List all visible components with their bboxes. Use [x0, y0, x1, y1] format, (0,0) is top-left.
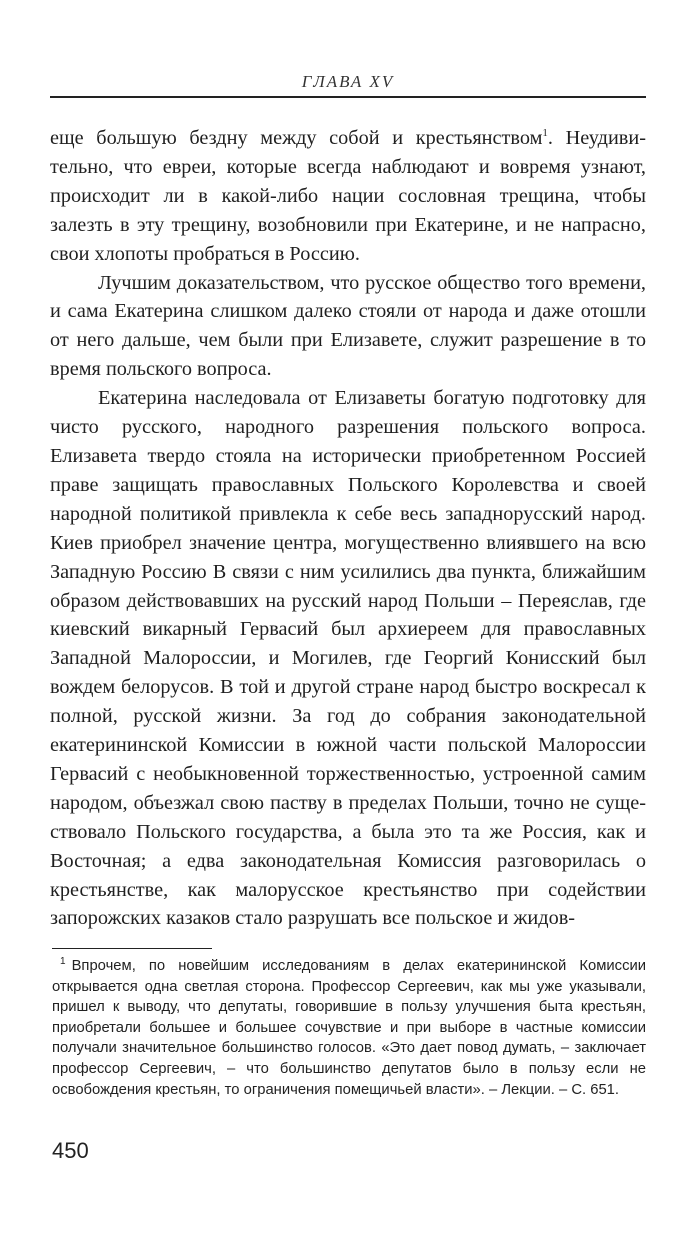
- footnote-marker: 1: [60, 956, 66, 968]
- footnote-reference[interactable]: 1: [542, 127, 548, 140]
- paragraph-1: [50, 124, 646, 269]
- footnote: [52, 956, 646, 1100]
- paragraph-1-start: еще большую бездну между собой и крестьянством: [50, 127, 543, 149]
- page-number: 450: [52, 1138, 89, 1163]
- paragraph-3: Екатерина наследовала от Елизаветы богатую подготовку для чисто русского, народного разрешения польского вопроса. Елизавета твердо стояла на исторически приобретенном Россией праве защищать православных Польского Королевства и своей народной политикой привлекла к себе весь западнорусский народ. Киев приобрел значение центра, могущественно влиявшего на всю Западную Россию В связи с ним усилились два пункта, ближайшим образом действовавших на русский народ Польши – Переяслав, где киевский викарный Гервасий был архиереем для православных Западной Малороссии, и Могилев, где Георгий Конисский был вождем белорусов. В той и другой стране народ быстро воскресал к полной, русской жизни. За год до собрания законодательной екатерининской Комиссии в южной части польской Малороссии Гервасий с необыкновенной торжественностью, устроенной самим народом, объезжал свою паству в пределах Польши, точно не существовало Польского государства, а была это та же Россия, как и Восточная; а едва законодательная Комиссия разговорилась о крестьянстве, как малорусское крестьянство при содействии запорожских казаков стало разрушать все польское и жидов-: [50, 387, 646, 930]
- main-text: [50, 124, 646, 933]
- footnote-text: Впрочем, по новейшим исследованиям в делах екатерининской Комиссии открывается одна светлая сторона. Профессор Сергеевич, как мы уже указывали, пришел к выводу, что депутаты, говорившие в пользу улучшения быта крестьян, приобретали большее и большее сочувствие и при выборе в частные комиссии получали значительное большинство голосов. «Это дает повод думать, – заключает профессор Сергеевич, – что большинство депутатов было в пользу если не освобождения крестьян, то ограничения помещичьей власти». – Лекции. – С. 651.: [52, 958, 646, 1098]
- paragraph-2: Лучшим доказательством, что русское общество того времени, и сама Екатерина слишком далеко стояли от народа и даже отошли от него дальше, чем были при Елизавете, служит разрешение в то время польского вопроса.: [50, 271, 646, 381]
- paragraph-1-rest: . Неудивительно, что евреи, которые всегда наблюдают и вовремя узнают, происходит ли в какой-либо нации сословная трещина, чтобы залезть в эту трещину, возобновили при Екатерине, и не напрасно, свои хлопоты пробраться в Россию.: [50, 127, 646, 265]
- footnote-divider: [52, 948, 212, 949]
- running-header: ГЛАВА XV: [50, 70, 646, 98]
